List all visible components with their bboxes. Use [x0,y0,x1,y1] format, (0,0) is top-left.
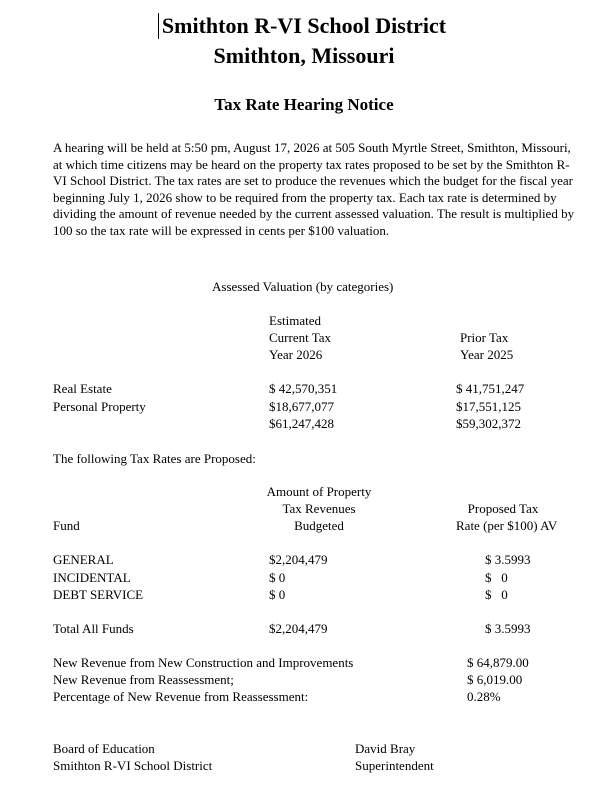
fund-amount: $ 0 [269,570,286,585]
rates-intro: The following Tax Rates are Proposed: [53,451,256,466]
signature-left-line-1: Board of Education [53,741,155,756]
valuation-row-current: $ 42,570,351 [269,381,338,396]
fund-rate: $ 3.5993 [485,552,531,567]
amount-header-line-2: Tax Revenues [282,501,356,516]
fund-rate: $ 0 [485,570,508,585]
prior-header-line-2: Year 2025 [460,347,514,362]
valuation-row-prior: $ 41,751,247 [456,381,525,396]
current-header-line-1: Estimated [269,313,321,328]
total-funds-label: Total All Funds [53,621,134,636]
revenue-label: New Revenue from Reassessment; [53,672,234,687]
text-cursor [158,13,159,39]
valuation-heading: Assessed Valuation (by categories) [212,279,394,294]
revenue-label: New Revenue from New Construction and Improvements [53,655,354,670]
fund-rate: $ 0 [485,587,508,602]
fund-name: DEBT SERVICE [53,587,144,602]
signature-right-line-2: Superintendent [355,758,434,773]
fund-name: GENERAL [53,552,114,567]
amount-header-line-1: Amount of Property [266,484,372,499]
revenue-label: Percentage of New Revenue from Reassessment: [53,689,309,704]
amount-header-line-3: Budgeted [294,518,344,533]
fund-amount: $2,204,479 [269,552,328,567]
valuation-row-label: Real Estate [53,381,112,396]
notice-title: Tax Rate Hearing Notice [214,95,394,114]
rate-header-line-1: Proposed Tax [467,501,539,516]
signature-left-line-2: Smithton R-VI School District [53,758,213,773]
current-header-line-3: Year 2026 [269,347,323,362]
valuation-total-prior: $59,302,372 [456,416,521,431]
current-header-line-2: Current Tax [269,330,332,345]
revenue-value: 0.28% [467,689,501,704]
hearing-paragraph: A hearing will be held at 5:50 pm, August 17, 2026 at 505 South Myrtle Street, Smithton, Missouri, at which time citizens may be heard on the property tax rates proposed to be set by the Smithton R-VI School District. The tax rates are set to produce the revenues which the budget for the fiscal year beginning July 1, 2026 show to be required from the property tax. Each tax rate is determined by dividing the amount of revenue needed by the current assessed valuation. The result is multiplied by 100 so the tax rate will be expressed in cents per $100 valuation. [53,140,575,238]
district-name: Smithton R-VI School District [161,13,447,38]
prior-header-line-1: Prior Tax [460,330,509,345]
total-funds-rate: $ 3.5993 [485,621,531,636]
signature-right-line-1: David Bray [355,741,416,756]
valuation-row-current: $18,677,077 [269,399,334,414]
fund-amount: $ 0 [269,587,286,602]
valuation-total-current: $61,247,428 [269,416,334,431]
district-location: Smithton, Missouri [213,43,395,68]
valuation-row-label: Personal Property [53,399,146,414]
valuation-row-prior: $17,551,125 [456,399,521,414]
rate-header-line-2: Rate (per $100) AV [456,518,558,533]
fund-name: INCIDENTAL [53,570,131,585]
fund-header: Fund [53,518,80,533]
total-funds-amount: $2,204,479 [269,621,328,636]
revenue-value: $ 64,879.00 [467,655,529,670]
revenue-value: $ 6,019.00 [467,672,523,687]
